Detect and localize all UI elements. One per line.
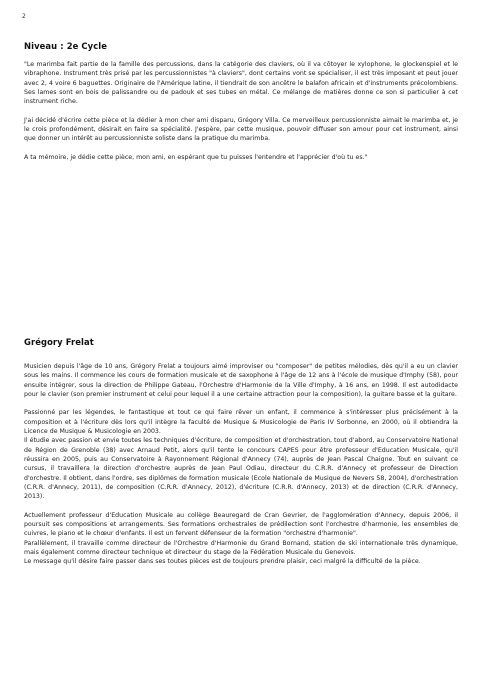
paragraph-bio-diplomas: Il étudie avec passion et envie toutes les techniques d'écriture, de composition et d'orchestration, tout d'abord, au Conservatoire National de Région de Grenoble (38) avec Arnaud Petit, alors qu'il tente le concours CAPES pour être professeur d'Education Musicale, qu'il réussira en 2005, puis au Conservatoire à Rayonnement Régional d'Annecy (74), auprès de Jean Pascal Chaigne. Tout en suivant ce cursus, il travaillera la direction d'orchestre auprès de Jean Paul Odiau, directeur du C.R.R. d'Annecy et professeur de Direction d'orchestre. Il obtient, dans l'ordre, ses diplômes de formation musicale (Ecole Nationale de Musique de Nevers 58, 2004), d'orchestration (C.R.R. d'Annecy, 2011), de composition (C.R.R. d'Annecy, 2012), d'écriture (C.R.R. d'Annecy, 2013) et de direction (C.R.R. d'Annecy, 2013). (24, 437, 458, 501)
paragraph-bio-teaching: Actuellement professeur d'Education Musicale au collège Beauregard de Cran Gevrier, de l'agglomération d'Annecy, depuis 2006, il poursuit ses compositions et arrangements. Ses formations orchestrales de prédilection sont l'orchestre d'harmonie, les ensembles de cuivres, le piano et le chœur d'enfants. Il est un fervent défenseur de la formation "orchestre d'harmonie". (24, 511, 458, 538)
paragraph-bio-early: Musicien depuis l'âge de 10 ans, Grégory Frelat a toujours aimé improviser ou "composer" de petites mélodies, dès qu'il a eu un clavier sous les mains. Il commence les cours de formation musicale et de saxophone à l'âge de 12 ans à l'école de musique d'Imphy (58), pour ensuite intégrer, sous la direction de Philippe Gateau, l'Orchestre d'Harmonie de la Ville d'Imphy, à 16 ans, en 1998. Il est autodidacte pour le clavier (son premier instrument et celui pour lequel il a une certaine attraction pour la composition), la guitare basse et la guitare. (24, 363, 458, 398)
paragraph-bio-studies: Passionné par les légendes, le fantastique et tout ce qui faire rêver un enfant, il commence à s'intéresser plus précisément à la composition et à l'écriture dès lors qu'il intègre la faculté de Musique & Musicologie de Paris IV Sorbonne, en 2000, où il obtiendra la Licence de Musique & Musicologie en 2003. (24, 409, 458, 436)
page-number: 2 (22, 13, 26, 20)
paragraph-dedication-closing: A ta mémoire, je dédie cette pièce, mon ami, en espérant que tu puisses l'entendre et l'apprécier d'où tu es." (24, 153, 368, 161)
paragraph-bio-conducting: Parallèlement, il travaille comme directeur de l'Orchestre d'Harmonie du Grand Bornand, station de ski internationale très dynamique, mais également comme directeur technique et directeur du stage de la Fédération Musicale du Genevois. (24, 539, 458, 556)
composer-bio-section (24, 337, 458, 567)
paragraph-dedication-intent: J'ai décidé d'écrire cette pièce et la dédier à mon cher ami disparu, Grégory Villa. Ce merveilleux percussionniste aimait le marimba et, je le crois profondément, désirait en faire sa spécialité. J'espère, par cette musique, pouvoir diffuser son amour pour cet instrument, ainsi que donner un intérêt au percussionniste soliste dans la pratique du marimba. (24, 116, 458, 143)
level-section (24, 41, 458, 172)
section-heading-level: Niveau : 2e Cycle (24, 41, 108, 51)
section-heading-composer: Grégory Frelat (24, 337, 94, 347)
paragraph-marimba-description: "Le marimba fait partie de la famille des percussions, dans la catégorie des claviers, où il va côtoyer le xylophone, le glockenspiel et le vibraphone. Instrument très prisé par les percussionnistes "à claviers", dont certains vont se spécialiser, il est très imposant et peut jouer avec 2, 4 voire 6 baguettes. Originaire de l'Amérique latine, il tiendrait de son ancêtre le balafon africain et d'instruments précolombiens. Ses lames sont en bois de palissandre ou de padouk et ses tubes en métal. Ce mélange de matières donne ce son si particulier à cet instrument riche. (24, 61, 458, 106)
paragraph-bio-message: Le message qu'il désire faire passer dans ses toutes pièces est de toujours prendre plaisir, ceci malgré la difficulté de la pièce. (24, 558, 421, 566)
